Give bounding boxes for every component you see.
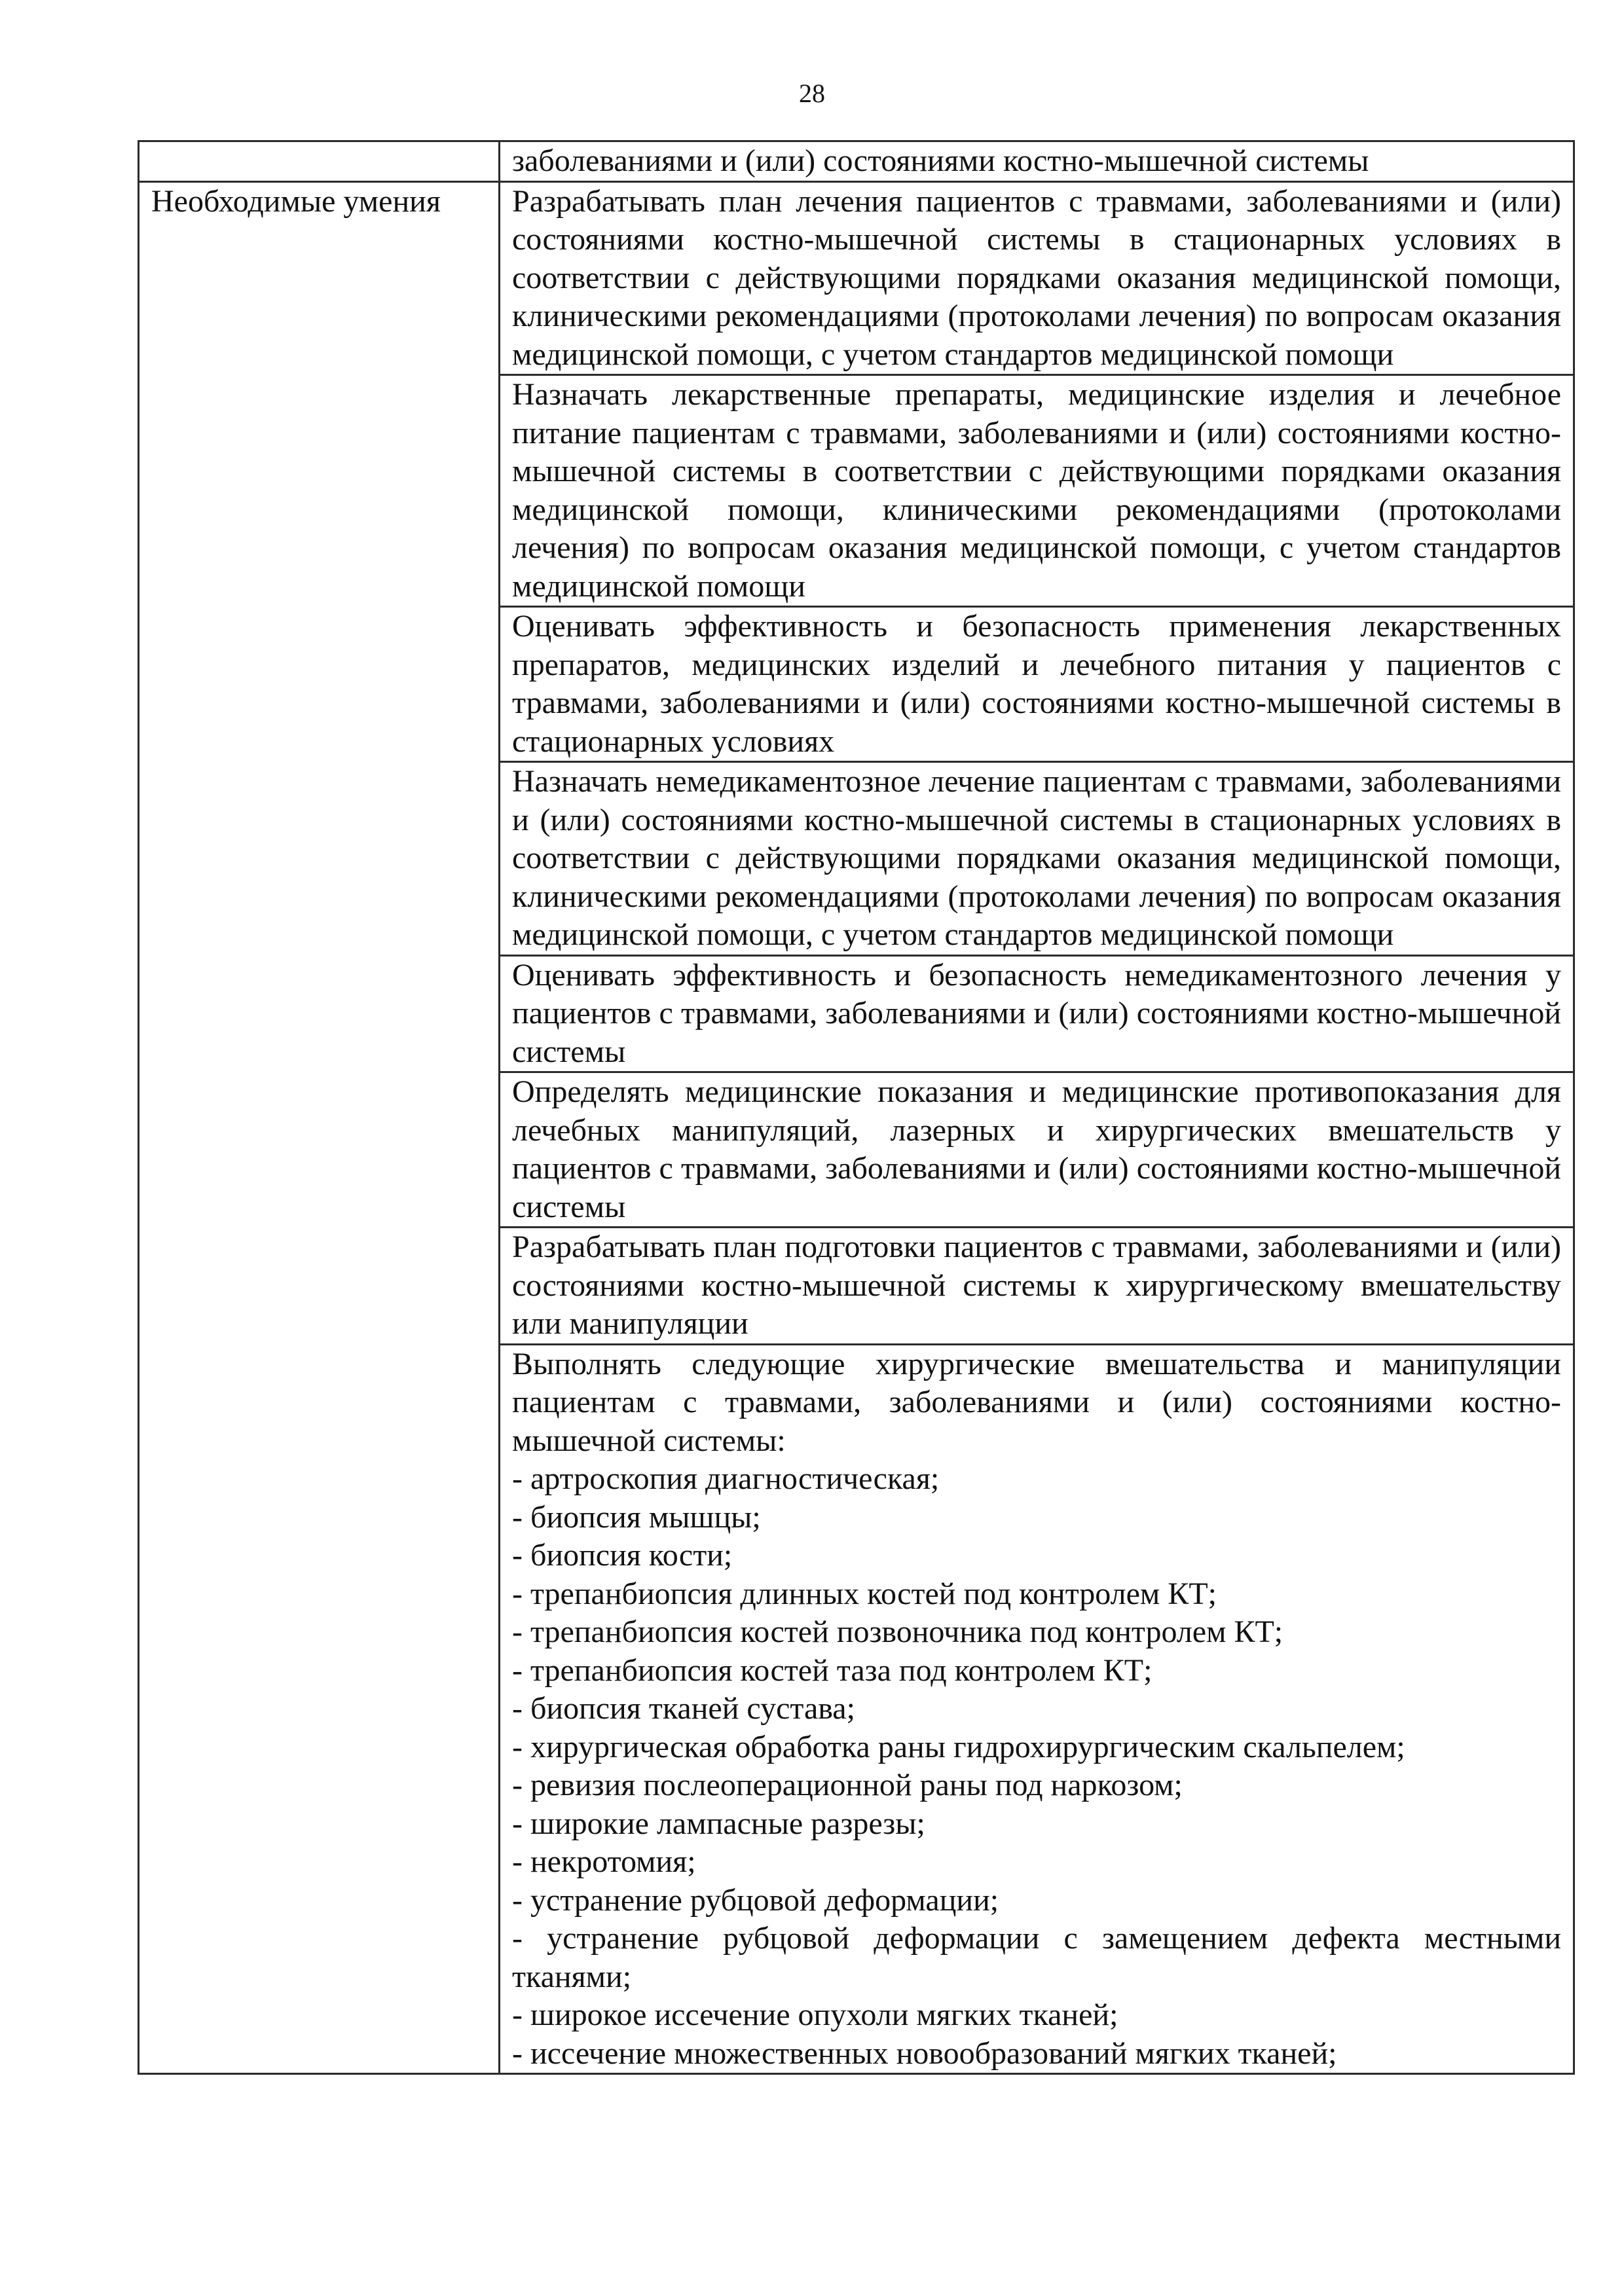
procedure-item: - трепанбиопсия костей таза под контролем КТ; xyxy=(512,1652,1153,1688)
procedure-item: - иссечение множественных новообразований мягких тканей; xyxy=(512,2035,1337,2071)
procedure-item: - биопсия мышцы; xyxy=(512,1499,761,1535)
skill-text: Назначать немедикаментозное лечение пациентам с травмами, заболеваниями и (или) состояниями костно-мышечной системы в стационарных условиях в соответствии с действующими порядками оказания медицинской помощи, клиническими рекомендациями (протоколами лечения) по вопросам оказания медицинской помощи, с учетом стандартов медицинской помощи xyxy=(512,764,1561,952)
skill-cell xyxy=(500,955,1574,1072)
table-row-continuation xyxy=(139,141,1574,182)
skill-cell xyxy=(500,1072,1574,1228)
procedure-item: - широкое иссечение опухоли мягких тканей; xyxy=(512,1997,1118,2032)
skills-label: Необходимые умения xyxy=(151,183,441,219)
skills-label-cell xyxy=(139,181,500,2074)
skill-text: Назначать лекарственные препараты, медицинские изделия и лечебное питание пациентам с травмами, заболеваниями и (или) состояниями костно-мышечной системы в соответствии с действующими порядками оказания медицинской помощи, клиническими рекомендациями (протоколами лечения) по вопросам оказания медицинской помощи, с учетом стандартов медицинской помощи xyxy=(512,377,1561,604)
skill-text: Оценивать эффективность и безопасность немедикаментозного лечения у пациентов с травмами, заболеваниями и (или) состояниями костно-мышечной системы xyxy=(512,957,1561,1069)
procedure-item: - устранение рубцовой деформации с замещением дефекта местными тканями; xyxy=(512,1921,1561,1994)
procedure-item: - хирургическая обработка раны гидрохирургическим скальпелем; xyxy=(512,1729,1405,1764)
procedures-cell xyxy=(500,1344,1574,2074)
skills-table xyxy=(138,140,1575,2075)
procedure-item: - трепанбиопсия длинных костей под контролем КТ; xyxy=(512,1576,1217,1611)
continuation-text: заболеваниями и (или) состояниями костно-мышечной системы xyxy=(512,143,1369,178)
empty-label-cell xyxy=(139,141,500,182)
skill-text: Разрабатывать план лечения пациентов с травмами, заболеваниями и (или) состояниями костно-мышечной системы в стационарных условиях в соответствии с действующими порядками оказания медицинской помощи, клиническими рекомендациями (протоколами лечения) по вопросам оказания медицинской помощи, с учетом стандартов медицинской помощи xyxy=(512,183,1561,372)
skill-cell xyxy=(500,1228,1574,1345)
skill-text: Определять медицинские показания и медицинские противопоказания для лечебных манипуляций, лазерных и хирургических вмешательств у пациентов с травмами, заболеваниями и (или) состояниями костно-мышечной системы xyxy=(512,1074,1561,1224)
procedure-item: - некротомия; xyxy=(512,1844,696,1879)
skill-cell xyxy=(500,607,1574,762)
procedure-item: - широкие лампасные разрезы; xyxy=(512,1806,925,1841)
skill-cell xyxy=(500,762,1574,956)
table-row-skill xyxy=(139,181,1574,375)
procedure-item: - трепанбиопсия костей позвоночника под контролем КТ; xyxy=(512,1614,1283,1649)
procedure-item: - устранение рубцовой деформации; xyxy=(512,1882,999,1918)
procedure-item: - ревизия послеоперационной раны под наркозом; xyxy=(512,1768,1183,1802)
procedures-intro: Выполнять следующие хирургические вмешательства и манипуляции пациентам с травмами, заболеваниями и (или) состояниями костно-мышечной системы: xyxy=(512,1346,1561,1458)
procedure-item: - биопсия кости; xyxy=(512,1538,733,1573)
continuation-cell xyxy=(500,141,1574,182)
skill-cell xyxy=(500,181,1574,375)
page-number: 28 xyxy=(799,79,825,108)
procedure-item: - биопсия тканей сустава; xyxy=(512,1691,855,1726)
skill-cell xyxy=(500,375,1574,607)
procedure-item: - артроскопия диагностическая; xyxy=(512,1461,940,1496)
skill-text: Разрабатывать план подготовки пациентов с травмами, заболеваниями и (или) состояниями костно-мышечной системы к хирургическому вмешательству или манипуляции xyxy=(512,1230,1561,1341)
skill-text: Оценивать эффективность и безопасность применения лекарственных препаратов, медицинских изделий и лечебного питания у пациентов с травмами, заболеваниями и (или) состояниями костно-мышечной системы в стационарных условиях xyxy=(512,609,1561,759)
